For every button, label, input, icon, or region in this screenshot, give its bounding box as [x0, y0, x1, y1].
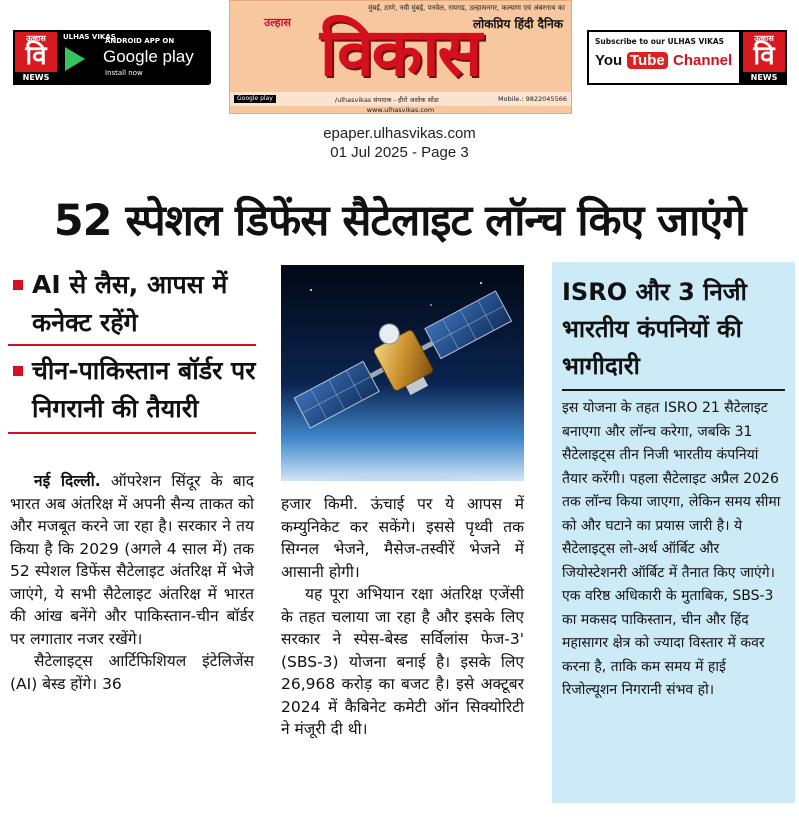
highlight-bullet — [8, 266, 256, 342]
youtube-subscribe-text: Subscribe to our ULHAS VIKAS — [595, 37, 725, 46]
newspaper-nameplate — [229, 0, 572, 114]
article-column-2 — [281, 493, 524, 741]
logo-letter: वि — [25, 41, 47, 71]
website-url[interactable]: www.ulhasvikas.com — [366, 106, 435, 114]
masthead — [0, 0, 799, 122]
ulhas-vikas-logo-right — [741, 30, 787, 85]
youtube-channel-text: Channel — [673, 52, 733, 69]
tagline: लोकप्रिय हिंदी दैनिक — [472, 17, 563, 31]
logo-news-text: NEWS — [743, 72, 785, 83]
red-square-icon — [13, 366, 23, 376]
satellite-illustration — [281, 265, 524, 481]
gplay-install: Install now — [105, 69, 143, 77]
mini-google-play[interactable]: Google play — [234, 95, 276, 103]
social-handle: /ulhasvikas संपादक - हीरो अशोक सोंडा — [334, 96, 439, 104]
bullet-text: AI से लैस, आपस में कनेक्ट रहेंगे — [32, 270, 228, 337]
youtube-badge[interactable] — [587, 30, 787, 85]
newspaper-small-title: उल्हास — [264, 16, 291, 29]
satellite-photo — [281, 265, 524, 481]
highlight-bullet — [8, 352, 256, 428]
article-paragraph: हजार किमी. ऊंचाई पर ये आपस में कम्युनिकेट कर सकेंगे। इससे पृथ्वी तक सिग्नल भेजने, मैसेज-तस्वीरें भेजने में आसानी होगी। — [281, 495, 524, 581]
bullet-divider — [8, 344, 256, 346]
sidebar-title: ISRO और 3 निजी भारतीय कंपनियों की भागीदारी — [562, 278, 747, 380]
youtube-channel-button[interactable] — [587, 30, 741, 85]
logo-top-text: उल्हास — [754, 34, 774, 43]
article-paragraph: सैटेलाइट्स आर्टिफिशियल इंटेलिजेंस (AI) बेस्ड होंगे। 36 — [10, 652, 254, 693]
logo-top-text: उल्हास — [26, 34, 46, 43]
dateline: नई दिल्ली. — [34, 472, 101, 490]
bullet-text: चीन-पाकिस्तान बॉर्डर पर निगरानी की तैयारी — [32, 356, 256, 423]
youtube-logo-tube: Tube — [627, 52, 668, 69]
epaper-source[interactable]: epaper.ulhasvikas.com — [323, 125, 476, 142]
article-paragraph: यह पूरा अभियान रक्षा अंतरिक्ष एजेंसी के तहत चलाया जा रहा है और इसके लिए सरकार ने स्पेस-बेस्ड सर्विलांस फेज-3' (SBS-3) योजना बनाई है। इसके लिए 26,968 करोड़ का बजट है। इसे अक्टूबर 2024 में कैबिनेट कमेटी ऑन सिक्योरिटी ने मंजूरी दी थी। — [281, 585, 524, 738]
gplay-store: Google play — [103, 47, 194, 66]
date-page: 01 Jul 2025 - Page 3 — [330, 144, 469, 161]
edition-meta — [0, 124, 799, 162]
ulhas-vikas-logo — [13, 30, 59, 85]
mobile-number: Mobile.: 9822045566 — [497, 95, 567, 103]
google-play-button[interactable] — [59, 30, 211, 85]
play-store-icon — [65, 47, 85, 71]
logo-news-text: NEWS — [15, 72, 57, 83]
gplay-available: ANDROID APP ON — [105, 37, 175, 45]
red-square-icon — [13, 280, 23, 290]
article-headline: 52 स्पेशल डिफेंस सैटेलाइट लॉन्च किए जाएंगे — [53, 196, 746, 246]
gplay-brand: ULHAS VIKAS — [63, 33, 116, 41]
sidebar-divider — [562, 389, 785, 391]
article-paragraph — [10, 470, 254, 650]
highlight-bullets — [8, 266, 256, 440]
sidebar-body: इस योजना के तहत ISRO 21 सैटेलाइट बनाएगा और लॉन्च करेगा, जबकि 31 सैटेलाइट्स तीन निजी भारतीय कंपनियां तैयार करेंगी। पहला सैटेलाइट अप्रैल 2026 तक लॉन्च किया जाएगा, लेकिन समय सीमा को और घटाने का प्रयास जारी है। ये सैटेलाइट्स लो-अर्थ ऑर्बिट और जियोस्टेशनरी ऑर्बिट में तैनात किए जाएंगे। एक वरिष्ठ अधिकारी के मुताबिक, SBS-3 का मकसद पाकिस्तान, चीन और हिंद महासागर क्षेत्र को ज्यादा विस्तार में कवर करना है, ताकि कम समय में हाई रिजोल्यूशन निगरानी संभव हो। — [562, 400, 781, 698]
paragraph-text: ऑपरेशन सिंदूर के बाद भारत अब अंतरिक्ष में अपनी सैन्य ताकत को और मजबूत करने जा रहा है। सरकार ने तय किया है कि 2029 (अगले 4 साल में) तक 52 स्पेशल डिफेंस सैटेलाइट अंतरिक्ष में भेजे जाएंगे, ये सभी सैटेलाइट अंतरिक्ष में भारत की आंख बनेंगे और पाकिस्तान-चीन बॉर्डर पर लगातार नजर रखेंगे। — [10, 472, 254, 648]
google-play-badge[interactable] — [13, 30, 211, 85]
youtube-logo-you: You — [595, 52, 623, 69]
logo-letter: वि — [753, 41, 775, 71]
article-column-1 — [10, 470, 254, 695]
coverage-cities: मुंबई, ठाणे, नवी मुंबई, पनवेल, रायगड, उल्हासनगर, कल्याण एवं अंबरनाथ का — [368, 4, 565, 12]
newspaper-title: विकास — [319, 14, 481, 91]
masthead-info-strip — [230, 92, 571, 106]
sidebar-box — [552, 262, 795, 803]
bullet-divider — [8, 432, 256, 434]
